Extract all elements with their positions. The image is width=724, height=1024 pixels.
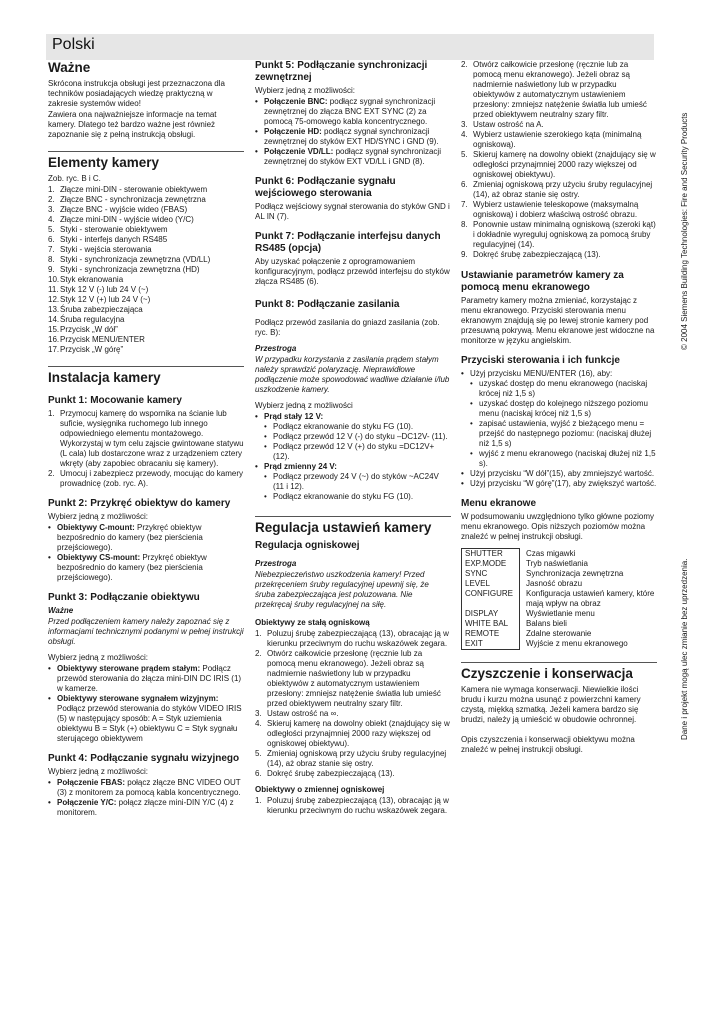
krok5-item: • Połączenie VD/LL: podłącz sygnał synchronizacji zewnętrznej do styków EXT VD/LL i GND (8). <box>255 147 451 167</box>
menu-value: Tryb naświetlania <box>526 559 588 568</box>
menu-key: CONFIGURE <box>462 589 520 609</box>
stala-item: 2. Otwórz całkowicie przesłonę (ręcznie lub za pomocą menu ekranowego). Jeżeli obraz są nadmiernie naświetlony lub w przypadku obiektywów z automatycznym ustawieniem przesłony: zmniejsz natężenie światła lub umieść przed obiektywem neutralny szary filtr. <box>255 649 441 708</box>
zmienna-item: 6. Zmieniaj ogniskową przy użyciu śruby regulacyjnej (14), aż obraz stanie się ostry. <box>461 180 653 199</box>
stala-item: 4. Skieruj kamerę na dowolny obiekt (znajdujący się w odległości przynajmniej 2000 razy większej od ogniskowej obiektywu). <box>255 719 450 748</box>
krok8-warning: W przypadku korzystania z zasilania prądem stałym należy sprawdzić polaryzację. Nieprawidłowe podłączenie może spowodować wadliwe działanie i/lub uszkodzenie kamery. <box>255 355 450 394</box>
elementy-item: 17. Przycisk „W górę” <box>48 345 124 354</box>
elementy-item: 11. Styk 12 V (-) lub 24 V (~) <box>48 285 149 294</box>
elementy-item: 10. Styk ekranowania <box>48 275 124 284</box>
krok8-title: Punkt 8: Podłączanie zasilania <box>255 299 400 310</box>
menu-row <box>462 589 657 609</box>
zmienna-item: 4. Wybierz ustawienie szerokiego kąta (minimalną ogniskową). <box>461 130 642 149</box>
krok1-item: 2. Umocuj i zabezpiecz przewody, mocując do kamery prowadnicę (zob. ryc. A). <box>48 469 244 488</box>
krok3-list <box>48 664 244 744</box>
krok2-list <box>48 523 244 583</box>
menu-row <box>462 619 657 629</box>
elementy-item: 9. Styki - synchronizacja zewnętrzna (HD) <box>48 265 200 274</box>
elementy-item: 5. Styki - sterowanie obiektywem <box>48 225 168 234</box>
krok4-item: • Połączenie FBAS: połącz złącze BNC VIDEO OUT (3) z monitorem za pomocą kabla koncentrycznego. <box>48 778 244 798</box>
krok8-dc-subitem: • Podłącz przewód 12 V (-) do styku –DC12V- (11). <box>264 432 451 442</box>
przyciski-enter-subitem: • wyjść z menu ekranowego (naciskaj dłużej niż 1,5 s). <box>470 449 657 469</box>
menu-value: Wyświetlanie menu <box>526 609 595 618</box>
przyciski-enter-item: • Użyj przycisku MENU/ENTER (16), aby: • uzyskać dostęp do menu ekranowego (naciskaj krócej niż 1,5 s) • uzyskać dostęp do kolejnego niższego poziomu menu (naciskaj krócej niż 1,5 s) • zapisać ustawienia, wyjść z bieżącego menu = przejść do następnego poziomu: (naciskaj dłużej niż 1,5 s) • wyjść z menu ekranowego (naciskaj dłużej niż 1,5 s). <box>461 369 657 469</box>
menu-key: SHUTTER <box>462 549 520 560</box>
elementy-item: 1. Złącze mini-DIN - sterowanie obiektywem <box>48 185 208 194</box>
krok8-dc-subitem: • Podłącz przewód 12 V (+) do styku =DC12V+ (12). <box>264 442 451 462</box>
elementy-item: 4. Złącze mini-DIN - wyjście wideo (Y/C) <box>48 215 194 224</box>
section-wazne-title: Ważne <box>48 60 91 75</box>
czyszczenie-paragraph-2: Opis czyszczenia i konserwacji obiektywu można znaleźć w pełnej instrukcji obsługi. <box>461 735 635 754</box>
stala-item: 5. Zmieniaj ogniskową przy użyciu śruby regulacyjnej (14), aż obraz stanie się ostry. <box>255 749 447 768</box>
elementy-item: 7. Styki - wejścia sterowania <box>48 245 152 254</box>
krok2-item: • Obiektywy C-mount: Przykręć obiektyw bezpośrednio do kamery (bez pierścienia przejściowego). <box>48 523 244 553</box>
przyciski-up-item: • Użyj przycisku “W górę”(17), aby zwiększyć wartość. <box>461 479 657 489</box>
column-1 <box>48 60 244 818</box>
krok2-title: Punkt 2: Przykręć obiektyw do kamery <box>48 498 231 509</box>
przyciski-list <box>461 369 657 489</box>
krok2-intro: Wybierz jedną z możliwości: <box>48 512 148 521</box>
krok8-ac-subitem: • Podłącz ekranowanie do styku FG (10). <box>264 492 451 502</box>
section-instalacja-title: Instalacja kamery <box>48 370 161 385</box>
elementy-item: 2. Złącze BNC - synchronizacja zewnętrzna <box>48 195 206 204</box>
menu-key: SYNC <box>462 569 520 579</box>
krok3-title: Punkt 3: Podłączanie obiektywu <box>48 592 200 603</box>
krok1-title: Punkt 1: Mocowanie kamery <box>48 395 182 406</box>
menu-row <box>462 639 657 650</box>
zmienna-item: 1. Poluzuj śrubę zabezpieczającą (13), obracając ją w kierunku przeciwnym do ruchu wskazówek zegara. <box>255 796 449 815</box>
section-regulacja-title: Regulacja ustawień kamery <box>255 520 432 535</box>
section-elementy-title: Elementy kamery <box>48 155 160 170</box>
krok5-list <box>255 97 451 167</box>
menu-text: W podsumowaniu uwzględniono tylko główne poziomy menu ekranowego. Opis niższych poziomów można znaleźć w pełnej instrukcji obsługi. <box>461 512 654 541</box>
krok7-text: Aby uzyskać połączenie z oprogramowaniem konfiguracyjnym, podłącz przewód interfejsu do styków złącza RS485 (6). <box>255 257 450 286</box>
przyciski-title: Przyciski sterowania i ich funkcje <box>461 355 620 366</box>
menu-key: WHITE BAL <box>462 619 520 629</box>
krok3-item: • Obiektywy sterowane sygnałem wizyjnym: Podłącz przewód sterowania do styków VIDEO IRIS (5) w następujący sposób: A = Styk uziemienia obiektywu B = Styk (+) obiektywu C = Styk sygnału sterującego obiektywem <box>48 694 244 744</box>
stala-item: 1. Poluzuj śrubę zabezpieczającą (13), obracając ją w kierunku przeciwnym do ruchu wskazówek zegara. <box>255 629 449 648</box>
krok3-intro: Wybierz jedną z możliwości: <box>48 653 148 662</box>
menu-value: Balans bieli <box>526 619 567 628</box>
zmienna-title: Obiektywy o zmiennej ogniskowej <box>255 785 385 794</box>
krok4-intro: Wybierz jedną z możliwości: <box>48 767 148 776</box>
krok3-note-title: Ważne <box>48 606 74 615</box>
menu-key: DISPLAY <box>462 609 520 619</box>
section-czyszczenie-title: Czyszczenie i konserwacja <box>461 666 633 681</box>
zmienna-item: 8. Ponownie ustaw minimalną ogniskową (szeroki kąt) i dokładnie wyreguluj ogniskową za pomocą śruby regulacyjnej (14). <box>461 220 656 249</box>
menu-row <box>462 559 657 569</box>
krok3-item: • Obiektywy sterowane prądem stałym: Podłącz przewód sterowania do złącza mini-DIN DC IRIS (1) w kamerze. <box>48 664 244 694</box>
krok3-note: Przed podłączeniem kamery należy zapoznać się z informacjami technicznymi podanymi w pełnej instrukcji obsługi. <box>48 617 244 646</box>
elementy-item: 12. Styk 12 V (+) lub 24 V (~) <box>48 295 151 304</box>
menu-row <box>462 549 657 560</box>
krok7-title: Punkt 7: Podłączanie interfejsu danych RS485 (opcja) <box>255 231 441 254</box>
stala-item: 3. Ustaw ostrość na ∞. <box>255 709 339 718</box>
krok1-item: 1. Przymocuj kamerę do wspornika na ścianie lub suficie, wysięgnika ruchomego lub innego odpowiedniego elementu montażowego. Wykorzystaj w tym celu ząjscie gwintowane statywu (L cala) lub dostarczone wraz z urządzeniem cztery wkręty (aby zapobiec obracaniu się kamery). <box>48 409 244 468</box>
param-text: Parametry kamery można zmieniać, korzystając z menu ekranowego. Przyciski sterowania menu ekranowym znajdują się po lewej stronie kamery pod przesuwną pokrywą. Menu ekranowe jest widoczne na monitorze w języku angielskim. <box>461 296 655 345</box>
zmienna-item: 2. Otwórz całkowicie przesłonę (ręcznie lub za pomocą menu ekranowego). Jeżeli obraz są nadmiernie naświetlony lub w przypadku obiektywów z automatycznym ustawieniem przesłony: zmniejsz natężenie światła lub umieść przed obiektywem neutralny szary filtr. <box>461 60 647 119</box>
elementy-list <box>48 185 244 355</box>
column-3 <box>461 60 657 756</box>
krok5-title: Punkt 5: Podłączanie synchronizacji zewnętrznej <box>255 60 428 83</box>
menu-row <box>462 609 657 619</box>
section-divider <box>255 516 451 517</box>
przyciski-enter-subitem: • uzyskać dostęp do menu ekranowego (naciskaj krócej niż 1,5 s) <box>470 379 657 399</box>
copyright-note: © 2004 Siemens Building Technologies: Fire and Security Products <box>680 112 689 350</box>
elementy-item: 3. Złącze BNC - wyjście wideo (FBAS) <box>48 205 188 214</box>
krok5-item: • Połączenie HD: podłącz sygnał synchronizacji zewnętrznej do styków EXT HD/SYNC i GND (9). <box>255 127 451 147</box>
menu-value: Zdalne sterowanie <box>526 629 592 638</box>
section-divider <box>48 366 244 367</box>
krok8-ac-item: • Prąd zmienny 24 V: • Podłącz przewody 24 V (~) do styków ~AC24V (11 i 12). • Podłącz ekranowanie do styku FG (10). <box>255 462 451 502</box>
ostrosc-warning-title: Przestroga <box>255 559 297 568</box>
language-header-bar <box>46 34 654 60</box>
zmienna-item: 9. Dokręć śrubę zabezpieczającą (13). <box>461 250 601 259</box>
menu-row <box>462 629 657 639</box>
zmienna-item: 7. Wybierz ustawienie teleskopowe (maksymalną ogniskową) i dobierz właściwą ostrość obrazu. <box>461 200 639 219</box>
przyciski-down-item: • Użyj przycisku “W dół”(15), aby zmniejszyć wartość. <box>461 469 657 479</box>
elementy-item: 6. Styki - interfejs danych RS485 <box>48 235 168 244</box>
stala-item: 6. Dokręć śrubę zabezpieczającą (13). <box>255 769 395 778</box>
elementy-item: 8. Styki - synchronizacja zewnętrzna (VD/LL) <box>48 255 211 264</box>
section-divider <box>48 151 244 152</box>
krok1-list <box>48 409 244 489</box>
krok8-ac-subitem: • Podłącz przewody 24 V (~) do styków ~AC24V (11 i 12). <box>264 472 451 492</box>
elementy-item: 13. Śruba zabezpieczająca <box>48 305 143 314</box>
zmienna-list <box>255 796 451 816</box>
krok5-intro: Wybierz jedną z możliwości: <box>255 86 355 95</box>
column-2 <box>255 60 451 816</box>
ostrosc-title: Regulacja ogniskowej <box>255 540 360 551</box>
stala-title: Obiektywy ze stałą ogniskową <box>255 618 370 627</box>
przyciski-enter-subitem: • uzyskać dostęp do kolejnego niższego poziomu menu (naciskaj krócej niż 1,5 s) <box>470 399 657 419</box>
krok5-item: • Połączenie BNC: podłącz sygnał synchronizacji zewnętrznej do złącza BNC EXT SYNC (2) za pomocą 75-omowego kabla koncentrycznego. <box>255 97 451 127</box>
krok4-list <box>48 778 244 818</box>
krok8-text: Podłącz przewód zasilania do gniazd zasilania (zob. ryc. B): <box>255 318 440 337</box>
menu-key: EXIT <box>462 639 520 650</box>
zmienna-item: 5. Skieruj kamerę na dowolny obiekt (znajdujący się w odległości przynajmniej 2000 razy większej od ogniskowej obiektywu). <box>461 150 656 179</box>
wazne-paragraph-2: Zawiera ona najważniejsze informacje na temat kamery. Dlatego też bardzo ważne jest również zapoznanie się z pełną instrukcją obsługi. <box>48 110 217 139</box>
menu-title: Menu ekranowe <box>461 498 537 509</box>
elementy-figure-ref: Zob. ryc. B i C. <box>48 174 101 183</box>
krok8-power-list <box>255 412 451 502</box>
wazne-paragraph-1: Skrócona instrukcja obsługi jest przeznaczona dla techników posiadających wiedzę praktyczną w zakresie systemów wideo! <box>48 79 225 108</box>
elementy-item: 15. Przycisk „W dół” <box>48 325 118 334</box>
disclaimer-note: Dane i projekt mogą ulec zmianie bez uprzedzenia. <box>680 558 689 740</box>
zmienna-item: 3. Ustaw ostrość na A. <box>461 120 544 129</box>
menu-value: Jasność obrazu <box>526 579 583 588</box>
czyszczenie-paragraph-1: Kamera nie wymaga konserwacji. Niewielkie ilości brudu i kurzu można usunąć z powierzchni kamery czystą, miękką szmatką. Jeżeli kamera bardzo się brudzi, należy ją umieścić w obudowie ochronnej. <box>461 685 641 724</box>
param-title: Ustawianie parametrów kamery za pomocą menu ekranowego <box>461 270 624 293</box>
menu-value: Synchronizacja zewnętrzna <box>526 569 624 578</box>
menu-value: Czas migawki <box>526 548 576 558</box>
zmienna-continued-list <box>461 60 657 260</box>
krok8-dc-item: • Prąd stały 12 V: • Podłącz ekranowanie do styku FG (10). • Podłącz przewód 12 V (-) do styku –DC12V- (11). • Podłącz przewód 12 V (+) do styku =DC12V+ (12). <box>255 412 451 462</box>
elementy-item: 16. Przycisk MENU/ENTER <box>48 335 145 344</box>
krok8-dc-subitem: • Podłącz ekranowanie do styku FG (10). <box>264 422 451 432</box>
krok4-title: Punkt 4: Podłączanie sygnału wizyjnego <box>48 753 240 764</box>
krok2-item: • Obiektywy CS-mount: Przykręć obiektyw bezpośrednio do kamery (bez pierścienia przejściowego). <box>48 553 244 583</box>
stala-list <box>255 629 451 779</box>
krok8-intro: Wybierz jedną z możliwości <box>255 401 353 410</box>
krok6-text: Podłącz wejściowy sygnał sterowania do styków GND i AL IN (7). <box>255 202 450 221</box>
menu-value: Wyjście z menu ekranowego <box>526 639 628 648</box>
menu-key: EXP.MODE <box>462 559 520 569</box>
krok8-warning-title: Przestroga <box>255 344 297 353</box>
ostrosc-warning: Niebezpieczeństwo uszkodzenia kamery! Przed przekręceniem śruby regulacyjnej upewnij się, że śruba zabezpieczająca jest poluzowana. Nie przekręcaj śruby regulacyjnej na siłę. <box>255 570 429 609</box>
menu-row <box>462 579 657 589</box>
menu-table <box>461 548 657 650</box>
menu-key: REMOTE <box>462 629 520 639</box>
section-divider <box>461 662 657 663</box>
menu-value: Konfiguracja ustawień kamery, które mają wpływ na obraz <box>526 589 655 608</box>
menu-key: LEVEL <box>462 579 520 589</box>
menu-row <box>462 569 657 579</box>
elementy-item: 14. Śruba regulacyjna <box>48 315 125 324</box>
krok6-title: Punkt 6: Podłączanie sygnału wejściowego sterowania <box>255 176 396 199</box>
language-title: Polski <box>52 36 95 53</box>
przyciski-enter-subitem: • zapisać ustawienia, wyjść z bieżącego menu = przejść do następnego poziomu: (naciskaj dłużej niż 1,5 s) <box>470 419 657 449</box>
krok4-item: • Połączenie Y/C: połącz złącze mini-DIN Y/C (4) z monitorem. <box>48 798 244 818</box>
